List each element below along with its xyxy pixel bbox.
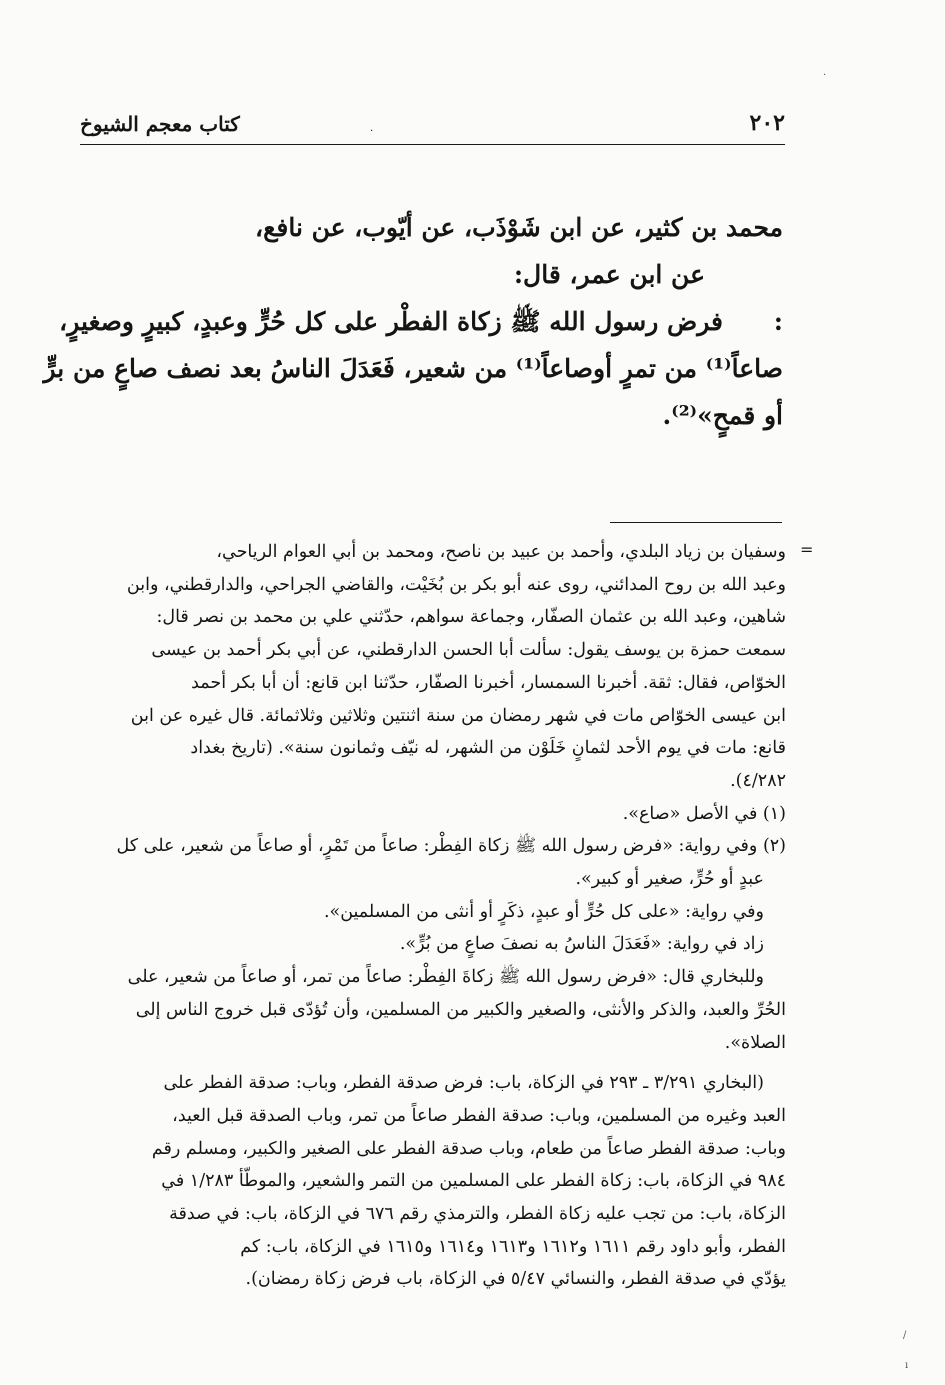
main-text (43, 204, 783, 439)
hadith-line: صاعاً⁽¹⁾ من تمرٍ أوصاعاً⁽¹⁾ من شعير، فَعَدَلَ الناسُ بعد نصف صاعٍ من برٍّ (43, 354, 783, 383)
footnote-line: الحُرِّ والعبد، والذكر والأنثى، والصغير والكبير من المسلمين، وأن تُؤدّى قبل خروج الناس إلى (135, 999, 786, 1020)
footnote-line: الفطر، وأبو داود رقم ١٦١١ و١٦١٢ و١٦١٣ و١٦١٤ و١٦١٥ في الزكاة، باب: كم (240, 1236, 786, 1257)
footnote-line: الخوّاص، فقال: ثقة. أخبرنا السمسار، أخبرنا الصفّار، حدّثنا ابن قانع: أن أبا بكر أحمد (191, 672, 786, 693)
hadith-line (59, 298, 783, 345)
footnote-line: شاهين، وعبد الله بن عثمان الصفّار، وجماعة سواهم، حدّثني علي بن محمد بن نصر قال: (156, 607, 786, 628)
footnote-line: ٤/٢٨٢). (730, 770, 786, 791)
footnote-line: الصلاة». (724, 1032, 786, 1053)
footnote-line: عبدٍ أو حُرٍّ، صغير أو كبير». (575, 869, 764, 890)
scan-speck: / (903, 1330, 907, 1341)
footnote-line: (١) في الأصل «صاع». (622, 803, 786, 824)
footnote-line: (البخاري ٣/٢٩١ ـ ٢٩٣ في الزكاة، باب: فرض صدقة الفطر، وباب: صدقة الفطر على (163, 1073, 764, 1094)
page-header (80, 110, 785, 145)
footnote-line: سمعت حمزة بن يوسف يقول: سألت أبا الحسن الدارقطني، عن أبي بكر أحمد بن عيسى (151, 640, 786, 661)
scan-speck: ı (905, 1360, 909, 1371)
footnote-line: زاد في رواية: «فَعَدَلَ الناسُ به نصفَ صاعٍ من بُرٍّ». (399, 934, 764, 955)
footnote-line: وفي رواية: «على كل حُرٍّ أو عبدٍ، ذكَرٍ أو أنثى من المسلمين». (323, 901, 764, 922)
footnote-line: قانع: مات في يوم الأحد لثمانٍ خَلَوْن من الشهر، له نيّف وثمانون سنة». (تاريخ بغداد (190, 738, 786, 759)
footnote-line: ابن عيسى الخوّاص مات في شهر رمضان من سنة اثنتين وثلاثين وثلاثمائة. قال غيره عن ابن (130, 705, 786, 726)
scan-speck: · (823, 70, 827, 81)
footnote-line: وسفيان بن زياد البلدي، وأحمد بن عبيد بن ناصح، ومحمد بن أبي العوام الرياحي، (216, 542, 786, 562)
footnote-line: العبد وغيره من المسلمين، وباب: صدقة الفطر صاعاً من تمر، وباب الصدقة قبل العيد، (172, 1105, 786, 1126)
hadith-text: فرض رسول الله ﷺ زكاة الفطْر على كل حُرٍّ وعبدٍ، كبيرٍ وصغيرٍ، (59, 307, 723, 336)
hadith-line: أو قمحٍ»⁽²⁾. (662, 401, 783, 430)
hadith-colon: : (773, 307, 783, 336)
footnote-line: وللبخاري قال: «فرض رسول الله ﷺ زكاةَ الفِطْر: صاعاً من تمر، أو صاعاً من شعير، على (127, 967, 764, 988)
footnotes (78, 536, 786, 1296)
page-number: ٢٠٢ (749, 110, 785, 136)
footnote-line: ٩٨٤ في الزكاة، باب: زكاة الفطر على المسلمين من التمر والشعير، والموطّأ ١/٢٨٣ في (161, 1171, 786, 1192)
footnote-line: (٢) وفي رواية: «فرض رسول الله ﷺ زكاة الفِطْر: صاعاً من تَمْرٍ، أو صاعاً من شعير، على كل (116, 836, 786, 857)
footnote-line: يؤدّي في صدقة الفطر، والنسائي ٥/٤٧ في الزكاة، باب فرض زكاة رمضان). (245, 1269, 786, 1290)
header-dot: · (370, 126, 374, 137)
continuation-mark: = (800, 540, 814, 559)
isnad-line: عن ابن عمر، قال: (513, 260, 705, 289)
footnote-line: الزكاة، باب: من تجب عليه زكاة الفطر، والترمذي رقم ٦٧٦ في الزكاة، باب: في صدقة (169, 1204, 786, 1225)
isnad-line: محمد بن كثير، عن ابن شَوْذَب، عن أيّوب، عن نافع، (255, 213, 783, 242)
book-title: كتاب معجم الشيوخ (80, 112, 240, 136)
footnote-line: وباب: صدقة الفطر صاعاً من طعام، وباب صدقة الفطر على الصغير والكبير، ومسلم رقم (151, 1138, 786, 1159)
footnote-separator (610, 522, 782, 523)
footnote-line: وعبد الله بن روح المدائني، روى عنه أبو بكر بن بُخَيْت، والقاضي الجراحي، والدارقطني، وابن (126, 574, 786, 595)
